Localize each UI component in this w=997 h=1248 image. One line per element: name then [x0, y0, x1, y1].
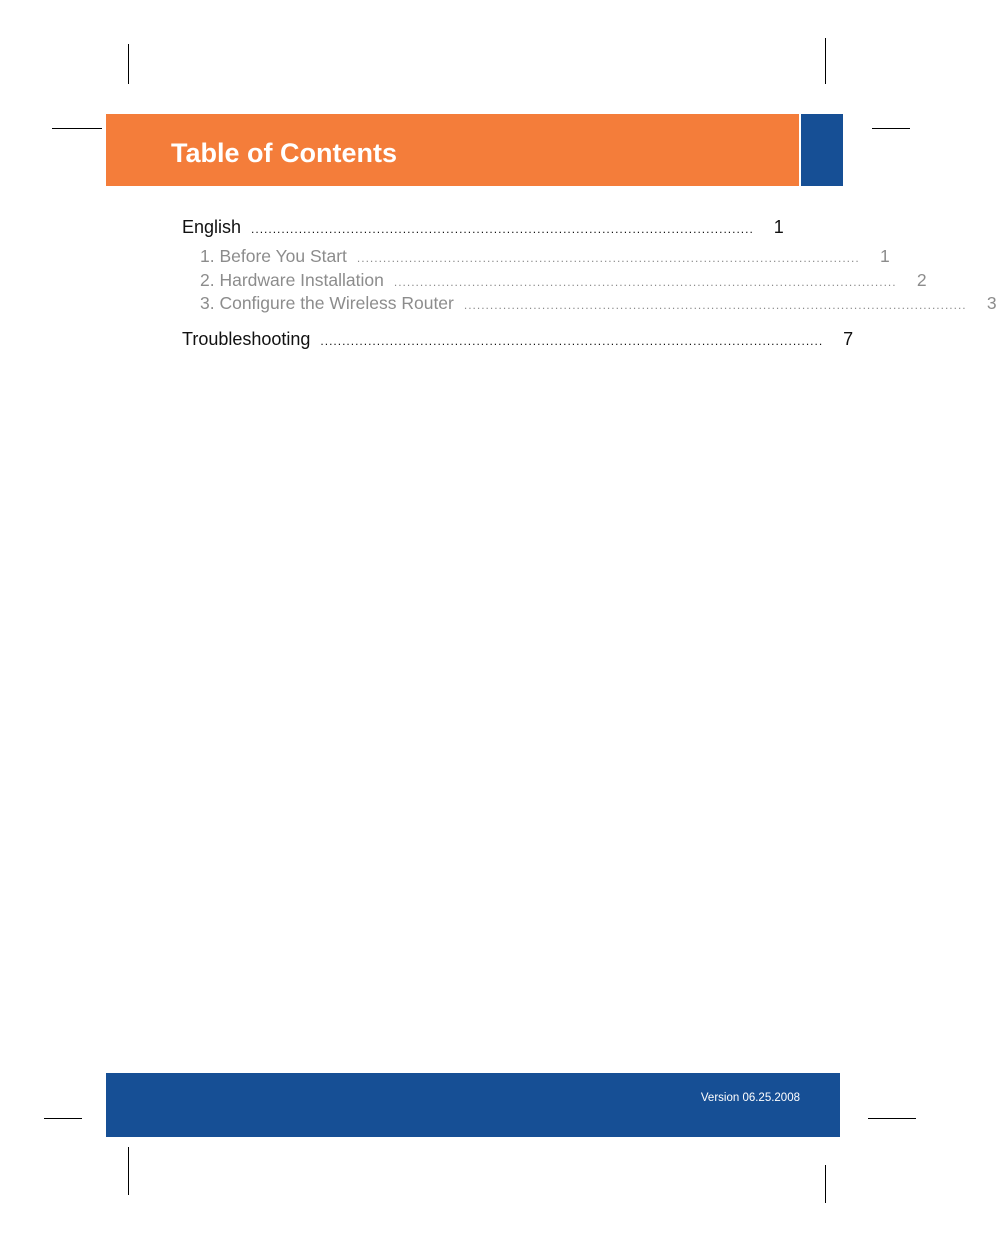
- toc-entry-label: Troubleshooting: [182, 329, 311, 349]
- toc-entry-troubleshooting[interactable]: [182, 329, 854, 350]
- toc-entry-configure-wireless-router[interactable]: [200, 293, 997, 314]
- toc-page-number: 1: [879, 246, 890, 266]
- crop-mark-bottom-left-vertical: [128, 1147, 129, 1195]
- page-title: Table of Contents: [171, 138, 397, 168]
- toc-entry-label: 1. Before You Start: [200, 246, 347, 266]
- toc-entry-english[interactable]: [182, 217, 784, 238]
- toc-dot-leader: ....................................................................................................................: [393, 275, 897, 289]
- crop-mark-top-left-vertical: [128, 44, 129, 84]
- toc-dot-leader: ....................................................................................................................: [356, 251, 860, 265]
- toc-page-number: 7: [843, 329, 854, 349]
- version-label: Version 06.25.2008: [700, 1092, 800, 1104]
- toc-entry-label: 3. Configure the Wireless Router: [200, 293, 454, 313]
- toc-dot-leader: ....................................................................................................................: [320, 334, 824, 348]
- header-accent-block: [801, 114, 843, 186]
- toc-entry-label: 2. Hardware Installation: [200, 270, 384, 290]
- crop-mark-bottom-left-horizontal: [44, 1118, 82, 1119]
- crop-mark-top-left-horizontal: [52, 128, 102, 129]
- toc-entry-label: English: [182, 217, 242, 237]
- toc-dot-leader: ....................................................................................................................: [463, 298, 967, 312]
- crop-mark-bottom-right-horizontal: [868, 1118, 916, 1119]
- toc-entry-before-you-start[interactable]: [200, 246, 890, 267]
- toc-entry-hardware-installation[interactable]: [200, 270, 927, 291]
- toc-page-number: 1: [773, 217, 784, 237]
- header-bar: [106, 114, 799, 186]
- toc-page-number: 2: [916, 270, 927, 290]
- crop-mark-top-right-vertical: [825, 38, 826, 84]
- toc-dot-leader: ....................................................................................................................: [251, 222, 754, 236]
- crop-mark-bottom-right-vertical: [825, 1165, 826, 1203]
- footer-bar: [106, 1073, 840, 1137]
- crop-mark-top-right-horizontal: [872, 128, 910, 129]
- toc-page-number: 3: [986, 293, 997, 313]
